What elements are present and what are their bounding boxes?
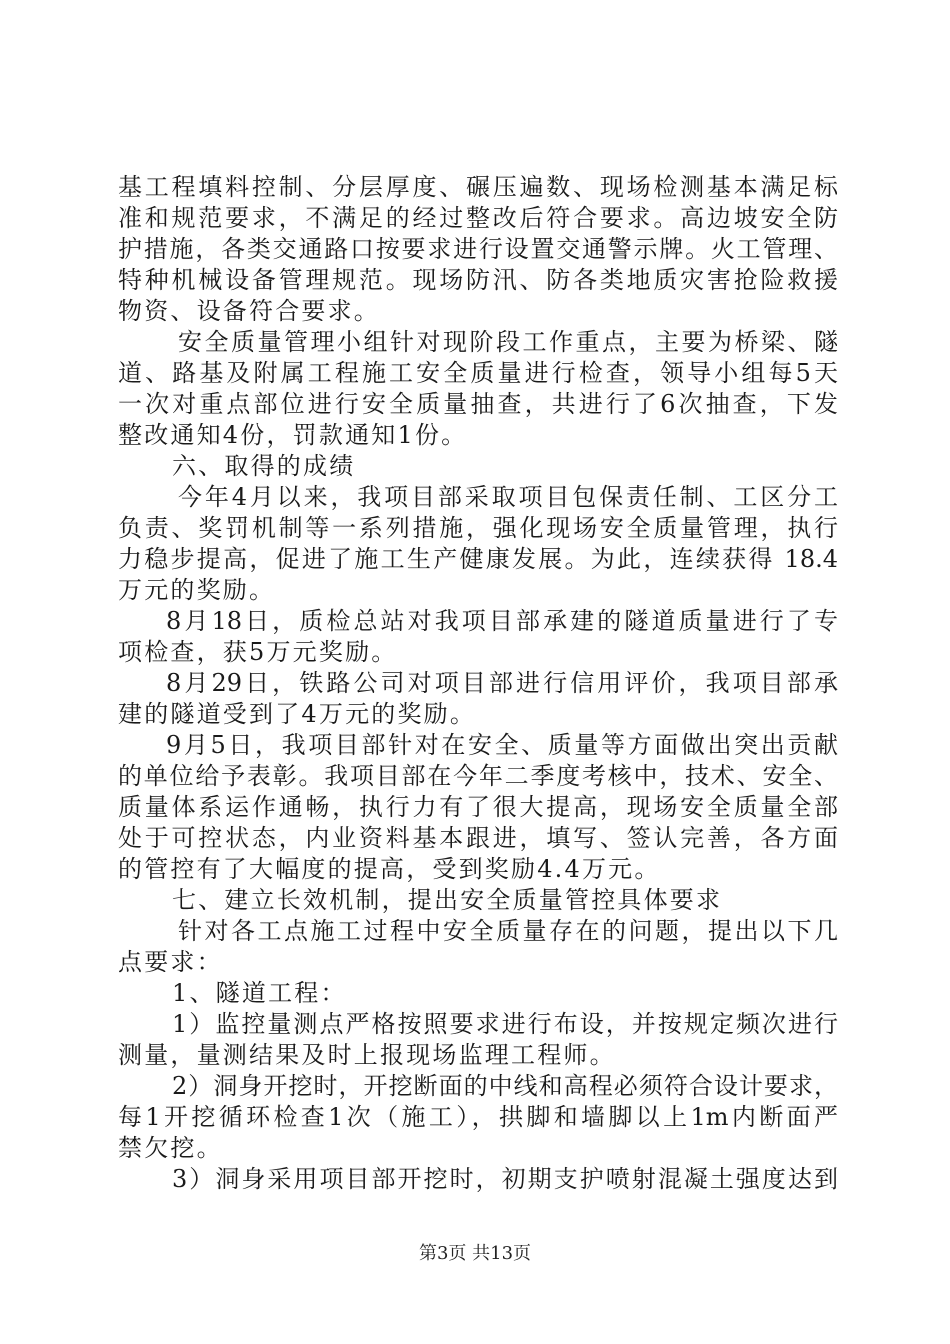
text-line: 准和规范要求，不满足的经过整改后符合要求。高边坡安全防 — [118, 204, 838, 232]
text-line: 建的隧道受到了4万元的奖励。 — [118, 700, 477, 728]
text-line: 道、路基及附属工程施工安全质量进行检查，领导小组每5天 — [118, 359, 838, 387]
page-number-footer: 第3页 共13页 — [418, 1243, 532, 1264]
text-line: 万元的奖励。 — [118, 576, 276, 604]
text-line: 质量体系运作通畅，执行力有了很大提高，现场安全质量全部 — [118, 793, 838, 821]
text-line: 力稳步提高，促进了施工生产健康发展。为此，连续获得 18.4 — [118, 545, 838, 573]
text-line: 测量，量测结果及时上报现场监理工程师。 — [118, 1041, 616, 1069]
text-line: 3）洞身采用项目部开挖时，初期支护喷射混凝土强度达到 — [172, 1165, 838, 1193]
text-line: 护措施，各类交通路口按要求进行设置交通警示牌。火工管理、 — [118, 235, 838, 263]
section-heading: 七、建立长效机制，提出安全质量管控具体要求 — [172, 886, 723, 914]
text-line: 项检查，获5万元奖励。 — [118, 638, 398, 666]
text-line: 针对各工点施工过程中安全质量存在的问题，提出以下几 — [178, 917, 838, 945]
text-line: 安全质量管理小组针对现阶段工作重点，主要为桥梁、隧 — [178, 328, 838, 356]
text-line: 今年4月以来，我项目部采取项目包保责任制、工区分工 — [178, 483, 838, 511]
text-line: 特种机械设备管理规范。现场防汛、防各类地质灾害抢险救援 — [118, 266, 838, 294]
text-line: 的单位给予表彰。我项目部在今年二季度考核中，技术、安全、 — [118, 762, 838, 790]
text-line: 9月5日，我项目部针对在安全、质量等方面做出突出贡献 — [166, 731, 838, 759]
text-line: 8月29日，铁路公司对项目部进行信用评价，我项目部承 — [166, 669, 838, 697]
text-line: 负责、奖罚机制等一系列措施，强化现场安全质量管理，执行 — [118, 514, 838, 542]
text-line: 一次对重点部位进行安全质量抽查，共进行了6次抽查，下发 — [118, 390, 838, 418]
text-line: 1）监控量测点严格按照要求进行布设，并按规定频次进行 — [172, 1010, 838, 1038]
text-line: 物资、设备符合要求。 — [118, 297, 380, 325]
text-line: 2）洞身开挖时，开挖断面的中线和高程必须符合设计要求， — [172, 1072, 838, 1100]
document-body — [118, 172, 838, 1195]
section-heading: 六、取得的成绩 — [172, 452, 356, 480]
subsection-heading: 1、隧道工程： — [172, 979, 347, 1007]
text-line: 的管控有了大幅度的提高，受到奖励4.4万元。 — [118, 855, 661, 883]
text-line: 8月18日，质检总站对我项目部承建的隧道质量进行了专 — [166, 607, 838, 635]
text-line: 禁欠挖。 — [118, 1134, 223, 1162]
text-line: 基工程填料控制、分层厚度、碾压遍数、现场检测基本满足标 — [118, 173, 838, 201]
text-line: 整改通知4份，罚款通知1份。 — [118, 421, 468, 449]
text-line: 每1开挖循环检查1次（施工），拱脚和墙脚以上1m内断面严 — [118, 1103, 838, 1131]
text-line: 点要求： — [118, 948, 223, 976]
text-line: 处于可控状态，内业资料基本跟进，填写、签认完善，各方面 — [118, 824, 838, 852]
